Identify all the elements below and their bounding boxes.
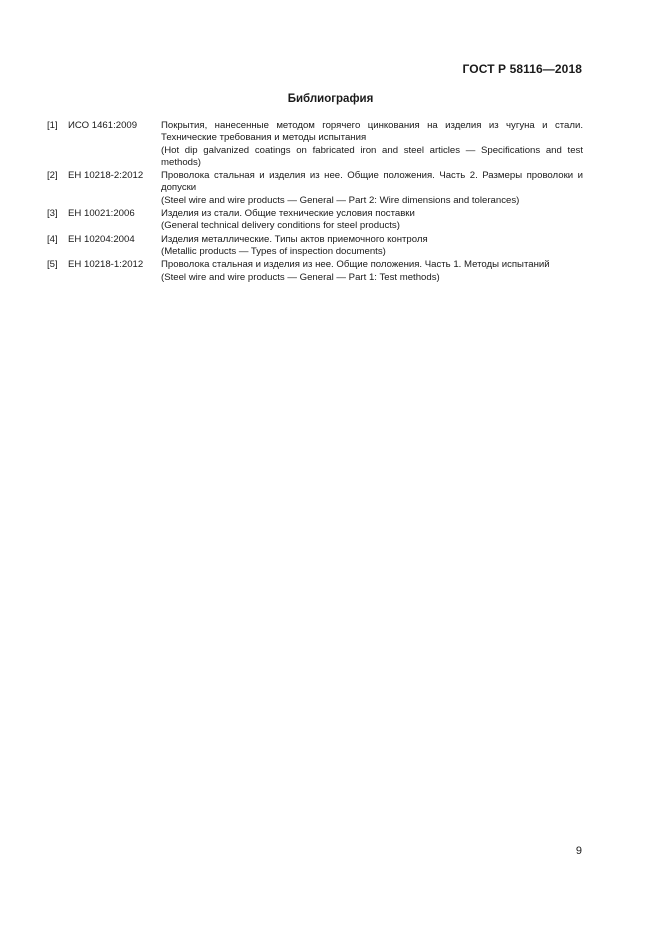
entry-description [161, 259, 583, 284]
entry-title-ru: Проволока стальная и изделия из нее. Общие положения. Часть 1. Методы испытаний [161, 259, 550, 271]
entry-code: ИСО 1461:2009 [68, 120, 138, 131]
entry-title-ru: Изделия металлические. Типы актов приемочного контроля [161, 233, 428, 245]
entry-number: [5] [47, 259, 58, 271]
entry-title-en: (Metallic products — Types of inspection documents) [161, 245, 386, 257]
entry-title-ru: Изделия из стали. Общие технические условия поставки [161, 208, 415, 220]
entry-code: ЕН 10021:2006 [68, 208, 135, 220]
bibliography-entry [47, 234, 583, 259]
entry-code: ЕН 10218-1:2012 [68, 259, 144, 271]
entry-number: [4] [47, 233, 58, 245]
bibliography-entry [47, 208, 583, 233]
entry-code: ЕН 10204:2004 [68, 233, 135, 245]
entry-title-en: (General technical delivery conditions for steel products) [161, 220, 400, 232]
entry-code: ЕН 10218-2:2012 [68, 170, 144, 182]
entry-title-en: (Hot dip galvanized coatings on fabricated iron and steel articles — Specifications and test methods) [161, 144, 583, 168]
bibliography-entry [47, 259, 583, 284]
entry-description [161, 208, 583, 233]
entry-number: [2] [47, 170, 58, 182]
entry-title-ru: Покрытия, нанесенные методом горячего цинкования на изделия из чугуна и стали. Технические требования и методы испытания [161, 120, 583, 144]
page-number: 9 [575, 845, 582, 857]
bibliography-list [47, 120, 583, 285]
entry-number: [1] [47, 120, 58, 131]
entry-title-ru: Проволока стальная и изделия из нее. Общие положения. Часть 2. Размеры проволоки и допуски [161, 170, 583, 194]
bibliography-entry [47, 120, 583, 169]
entry-number: [3] [47, 208, 58, 220]
entry-description [161, 120, 583, 169]
standard-code: ГОСТ Р 58116—2018 [462, 62, 582, 76]
bibliography-entry [47, 170, 583, 207]
entry-title-en: (Steel wire and wire products — General — Part 2: Wire dimensions and tolerances) [161, 194, 520, 206]
entry-description [161, 234, 583, 259]
section-title: Библиография [287, 93, 374, 105]
entry-description [161, 170, 583, 207]
entry-title-en: (Steel wire and wire products — General — Part 1: Test methods) [161, 271, 440, 283]
